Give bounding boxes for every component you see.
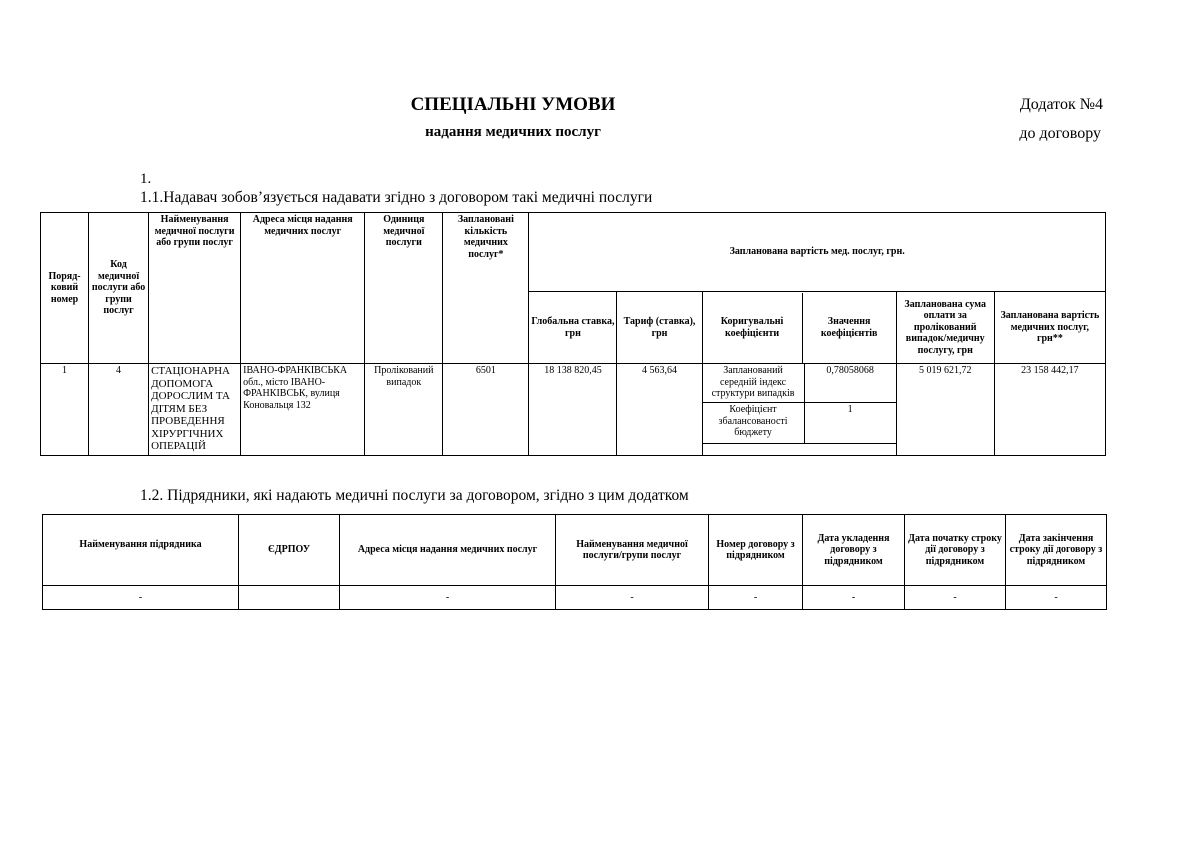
cell-start-date: - [905, 586, 1006, 610]
coef-2-name: Коефіцієнт збалансованості бюджету [703, 403, 805, 444]
cell-order: 1 [41, 364, 89, 456]
header-contract-date: Дата укладення договору з підрядником [803, 515, 905, 586]
header-contractor-service: Найменування медичної послуги/групи послуг [556, 515, 709, 586]
header-contractor-address: Адреса місця надання медичних послуг [340, 515, 556, 586]
coefficients-subtable [703, 364, 896, 450]
annex-label: Додаток №4 [1019, 96, 1103, 113]
coef-1-value: 0,78058068 [804, 364, 896, 403]
table-row [41, 364, 1106, 456]
subcontractors-table [42, 514, 1107, 610]
header-coefficients: Коригувальні коефіцієнти [703, 293, 803, 363]
section-1-1-title: 1.1.Надавач зобов’язується надавати згідно з договором такі медичні послуги [140, 189, 653, 206]
cell-end-date: - [1006, 586, 1107, 610]
header-contract-no: Номер договору з підрядником [709, 515, 803, 586]
header-global-rate: Глобальна ставка, грн [529, 292, 617, 364]
header-tariff: Тариф (ставка), грн [617, 292, 702, 364]
cell-edrpou [239, 586, 340, 610]
cell-address: ІВАНО-ФРАНКІВСЬКА обл., місто ІВАНО-ФРАНКІВСЬК, вулиця Коновальця 132 [241, 364, 365, 456]
header-code: Код медичної послуги або групи послуг [89, 213, 149, 364]
coefficients-cell [702, 364, 896, 456]
header-order: Поряд-ковий номер [41, 213, 89, 364]
cell-code: 4 [89, 364, 149, 456]
cell-planned-sum: 5 019 621,72 [896, 364, 994, 456]
header-address: Адреса місця надання медичних послуг [241, 213, 365, 364]
cell-tariff: 4 563,64 [617, 364, 702, 456]
header-contractor-name: Найменування підрядника [43, 515, 239, 586]
cell-unit: Пролікований випадок [365, 364, 443, 456]
header-edrpou: ЄДРПОУ [239, 515, 340, 586]
cell-global-rate: 18 138 820,45 [529, 364, 617, 456]
coef-1-name: Запланований середній індекс структури випадків [703, 364, 805, 403]
cell-contract-no: - [709, 586, 803, 610]
coef-2-value: 1 [804, 403, 896, 444]
services-table [40, 212, 1106, 456]
header-unit: Одиниця медичної послуги [365, 213, 443, 364]
header-planned-cost: Запланована вартість мед. послуг, грн. [529, 213, 1106, 292]
header-planned-sum: Запланована сума оплати за пролікований випадок/медичну послугу, грн [896, 292, 994, 364]
header-coef-values: Значення коефіцієнтів [820, 316, 878, 339]
section-1-2-title: 1.2. Підрядники, які надають медичні послуги за договором, згідно з цим додатком [140, 487, 689, 504]
header-name: Найменування медичної послуги або групи послуг [149, 213, 241, 364]
cell-contractor-address: - [340, 586, 556, 610]
header-start-date: Дата початку строку дії договору з підрядником [905, 515, 1006, 586]
header-planned-total: Запланована вартість медичних послуг, грн** [994, 292, 1105, 364]
cell-contractor-service: - [556, 586, 709, 610]
section-number: 1. [140, 171, 152, 187]
annex-to-label: до договору [1019, 125, 1101, 142]
cell-contract-date: - [803, 586, 905, 610]
header-end-date: Дата закінчення строку дії договору з підрядником [1006, 515, 1107, 586]
header-planned-qty: Заплановані кількість медичних послуг* [443, 213, 529, 364]
document-subtitle: надання медичних послуг [425, 124, 601, 140]
document-title: СПЕЦІАЛЬНІ УМОВИ [410, 94, 616, 115]
cell-contractor-name: - [43, 586, 239, 610]
cell-service-name: СТАЦІОНАРНА ДОПОМОГА ДОРОСЛИМ ТА ДІТЯМ БЕЗ ПРОВЕДЕННЯ ХІРУРГІЧНИХ ОПЕРАЦІЙ [149, 364, 241, 456]
cell-planned-qty: 6501 [443, 364, 529, 456]
cell-planned-total: 23 158 442,17 [994, 364, 1105, 456]
table-row [43, 586, 1107, 610]
